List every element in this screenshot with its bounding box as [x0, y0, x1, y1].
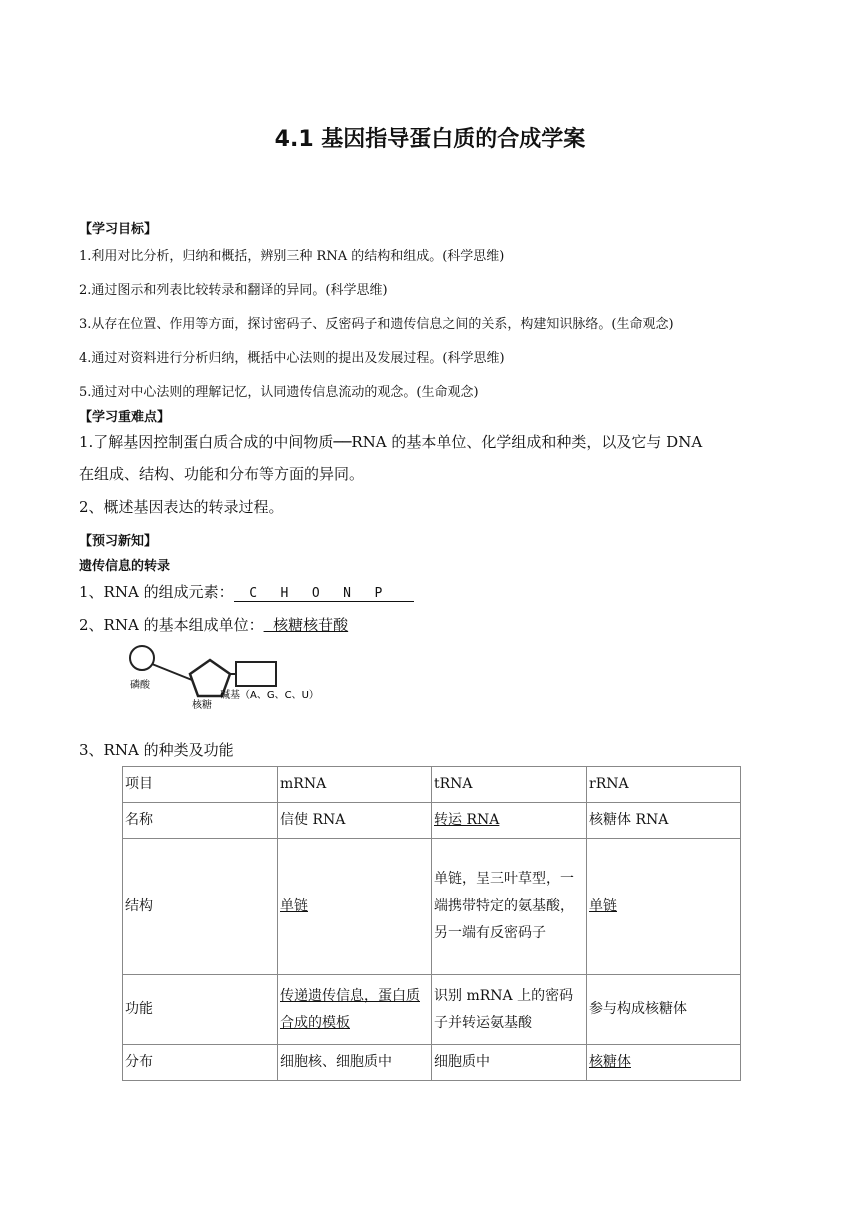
question-1-answer: C H O N P	[233, 586, 414, 601]
objective-item-1: 1.利用对比分析，归纳和概括，辨别三种 RNA 的结构和组成。(科学思维)	[79, 249, 505, 264]
question-2-answer: 核糖核苷酸	[263, 616, 349, 634]
objectives-heading: 【学习目标】	[79, 222, 158, 237]
base-label: 碱基（A、G、C、U）	[220, 690, 319, 701]
preview-subheading: 遗传信息的转录	[79, 559, 171, 574]
table-cell: 参与构成核糖体	[587, 975, 741, 1045]
ribose-label: 核糖	[192, 700, 212, 711]
table-row	[123, 839, 741, 975]
question-3: 3、RNA 的种类及功能	[79, 741, 234, 759]
keypoints-heading: 【学习重难点】	[79, 410, 171, 425]
phosphate-bond	[152, 664, 192, 680]
objective-item-5: 5.通过对中心法则的理解记忆，认同遗传信息流动的观念。(生命观念)	[79, 385, 479, 400]
objective-item-3: 3.从存在位置、作用等方面，探讨密码子、反密码子和遗传信息之间的关系，构建知识脉络。(生命观念)	[79, 317, 674, 332]
question-1	[79, 581, 414, 602]
phosphate-circle	[130, 646, 154, 670]
table-cell: rRNA	[587, 767, 741, 803]
table-cell: 传递遗传信息，蛋白质合成的模板	[278, 975, 432, 1045]
question-2-label: 2、RNA 的基本组成单位：	[79, 616, 264, 634]
table-cell: tRNA	[432, 767, 587, 803]
table-cell: 分布	[123, 1045, 278, 1081]
table-row	[123, 803, 741, 839]
keypoint-2: 2、概述基因表达的转录过程。	[79, 498, 284, 516]
objective-item-4: 4.通过对资料进行分析归纳，概括中心法则的提出及发展过程。(科学思维)	[79, 351, 505, 366]
keypoint-1a: 1.了解基因控制蛋白质合成的中间物质──RNA 的基本单位、化学组成和种类，以及它与 DNA	[79, 433, 703, 451]
table-cell: 核糖体	[587, 1045, 741, 1081]
table-cell: 转运 RNA	[432, 803, 587, 839]
base-rect	[236, 662, 276, 686]
table-cell: 结构	[123, 839, 278, 975]
table-cell: 名称	[123, 803, 278, 839]
objective-item-2: 2.通过图示和列表比较转录和翻译的异同。(科学思维)	[79, 283, 388, 298]
table-cell: 细胞核、细胞质中	[278, 1045, 432, 1081]
table-cell: 单链	[278, 839, 432, 975]
table-cell: 项目	[123, 767, 278, 803]
table-cell: 核糖体 RNA	[587, 803, 741, 839]
table-cell: mRNA	[278, 767, 432, 803]
table-row	[123, 1045, 741, 1081]
table-cell: 信使 RNA	[278, 803, 432, 839]
table-row	[123, 767, 741, 803]
nucleotide-diagram	[108, 636, 368, 724]
question-2	[79, 614, 348, 635]
table-cell: 细胞质中	[432, 1045, 587, 1081]
table-cell: 功能	[123, 975, 278, 1045]
rna-types-table	[122, 766, 741, 1081]
table-cell: 单链，呈三叶草型，一端携带特定的氨基酸，另一端有反密码子	[432, 839, 587, 975]
preview-heading: 【预习新知】	[79, 534, 158, 549]
table-cell: 识别 mRNA 上的密码子并转运氨基酸	[432, 975, 587, 1045]
table-row	[123, 975, 741, 1045]
question-1-label: 1、RNA 的组成元素：	[79, 583, 234, 601]
keypoint-1b: 在组成、结构、功能和分布等方面的异同。	[79, 465, 365, 483]
page-title: 4.1 基因指导蛋白质的合成学案	[274, 127, 586, 152]
table-cell: 单链	[587, 839, 741, 975]
phosphate-label: 磷酸	[130, 680, 150, 691]
